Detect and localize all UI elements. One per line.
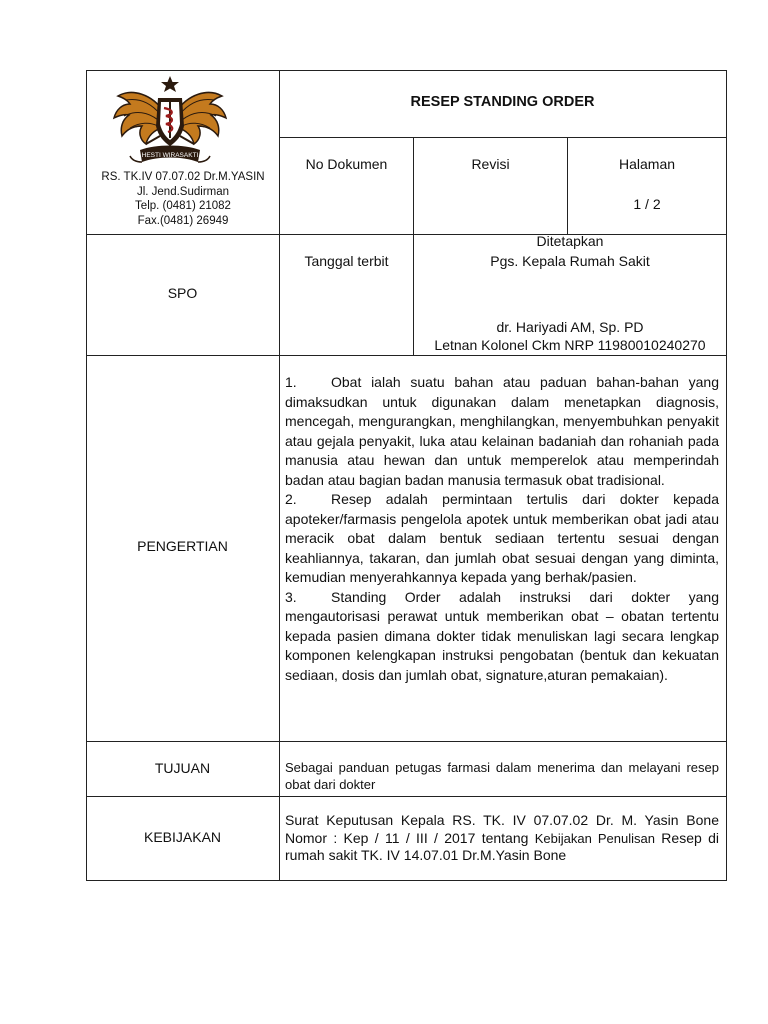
list-item <box>285 588 719 686</box>
tujuan-text: Sebagai panduan petugas farmasi dalam menerima dan melayani resep obat dari dokter <box>285 760 719 792</box>
list-item <box>285 373 719 490</box>
hospital-info <box>88 170 278 228</box>
pengertian-content <box>285 373 719 685</box>
revisi-label: Revisi <box>471 156 510 172</box>
kebijakan-text-c: Resep di rumah sakit TK. IV 14.07.01 Dr.M.Yasin Bone <box>285 829 719 863</box>
list-item-number: 3. <box>285 588 297 605</box>
jabatan-label: Pgs. Kepala Rumah Sakit <box>490 253 650 269</box>
kebijakan-label: KEBIJAKAN <box>143 829 222 845</box>
list-item <box>285 490 719 588</box>
list-item-text: Resep adalah permintaan tertulis dari dokter kepada apoteker/farmasis pengelola apotek untuk memberikan obat jadi atau meracik obat dalam bentuk sediaan tertentu sesuai dengan keahliannya, takaran, dan jumlah obat sesuai dengan yang diminta, kemudian menyerahkannya kepada yang berhak/pasien. <box>285 491 719 585</box>
pengertian-label: PENGERTIAN <box>137 538 228 554</box>
hospital-fax: Fax.(0481) 26949 <box>137 214 229 227</box>
tanggal-terbit-label: Tanggal terbit <box>304 253 389 269</box>
list-item-text: Standing Order adalah instruksi dari dokter yang mengautorisasi perawat untuk memberikan obat – obatan tertentu kepada pasien dimana dokter tidak menuliskan lagi secara lengkap komponen kelengkapan instruksi pengobatan (bentuk dan kekuatan sediaan, dosis dan jumlah obat, signature,aturan pemakaian). <box>285 588 719 683</box>
logo-motto: HESTI WIRASAKTI <box>141 152 199 159</box>
list-item-number: 2. <box>285 491 297 507</box>
table-border-left <box>86 70 87 880</box>
tujuan-divider <box>86 796 726 797</box>
column-divider <box>279 70 280 880</box>
halaman-value: 1 / 2 <box>633 196 661 212</box>
logo-star-icon <box>161 76 179 92</box>
no-dokumen-label: No Dokumen <box>305 156 388 172</box>
hospital-name: RS. TK.IV 07.07.02 Dr.M.YASIN <box>101 171 265 183</box>
table-border-bottom <box>86 880 727 881</box>
halaman-label: Halaman <box>618 156 676 172</box>
table-border-right <box>726 70 727 880</box>
spo-document <box>86 70 726 880</box>
spo-label: SPO <box>167 285 198 301</box>
kebijakan-text-a: Surat Keputusan Kepala RS. TK. IV 07.07.02 Dr. M. Yasin Bone Nomor : Kep / 11 / III / 2017 tentang <box>285 812 719 846</box>
hospital-logo <box>112 74 228 172</box>
spo-divider <box>86 355 726 356</box>
pengertian-divider <box>86 741 726 742</box>
hospital-phone: Telp. (0481) 21082 <box>135 200 231 212</box>
document-title: RESEP STANDING ORDER <box>410 94 595 110</box>
list-item-number: 1. <box>285 374 297 390</box>
kebijakan-text <box>285 812 719 865</box>
tujuan-label: TUJUAN <box>154 760 211 776</box>
table-border-top <box>86 70 726 71</box>
kebijakan-text-b: Kebijakan Penulisan <box>534 830 655 846</box>
halaman-divider <box>567 137 568 234</box>
title-divider <box>279 137 726 138</box>
hospital-address: Jl. Jend.Sudirman <box>136 185 230 198</box>
signatory-rank: Letnan Kolonel Ckm NRP 11980010240270 <box>434 337 706 353</box>
list-item-text: Obat ialah suatu bahan atau paduan bahan-bahan yang dimaksudkan untuk digunakan dalam menetapkan diagnosis, mencegah, mengurangkan, menghilangkan, menyembuhkan penyakit atau gejala penyakit, luka atau kelainan badaniah dan rohaniah pada manusia atau hewan dan untuk memperelok atau memperindah badan atau bagian badan manusia termasuk obat tradisional. <box>285 374 719 488</box>
ditetapkan-label: Ditetapkan <box>536 233 604 249</box>
signatory-name: dr. Hariyadi AM, Sp. PD <box>496 319 644 335</box>
